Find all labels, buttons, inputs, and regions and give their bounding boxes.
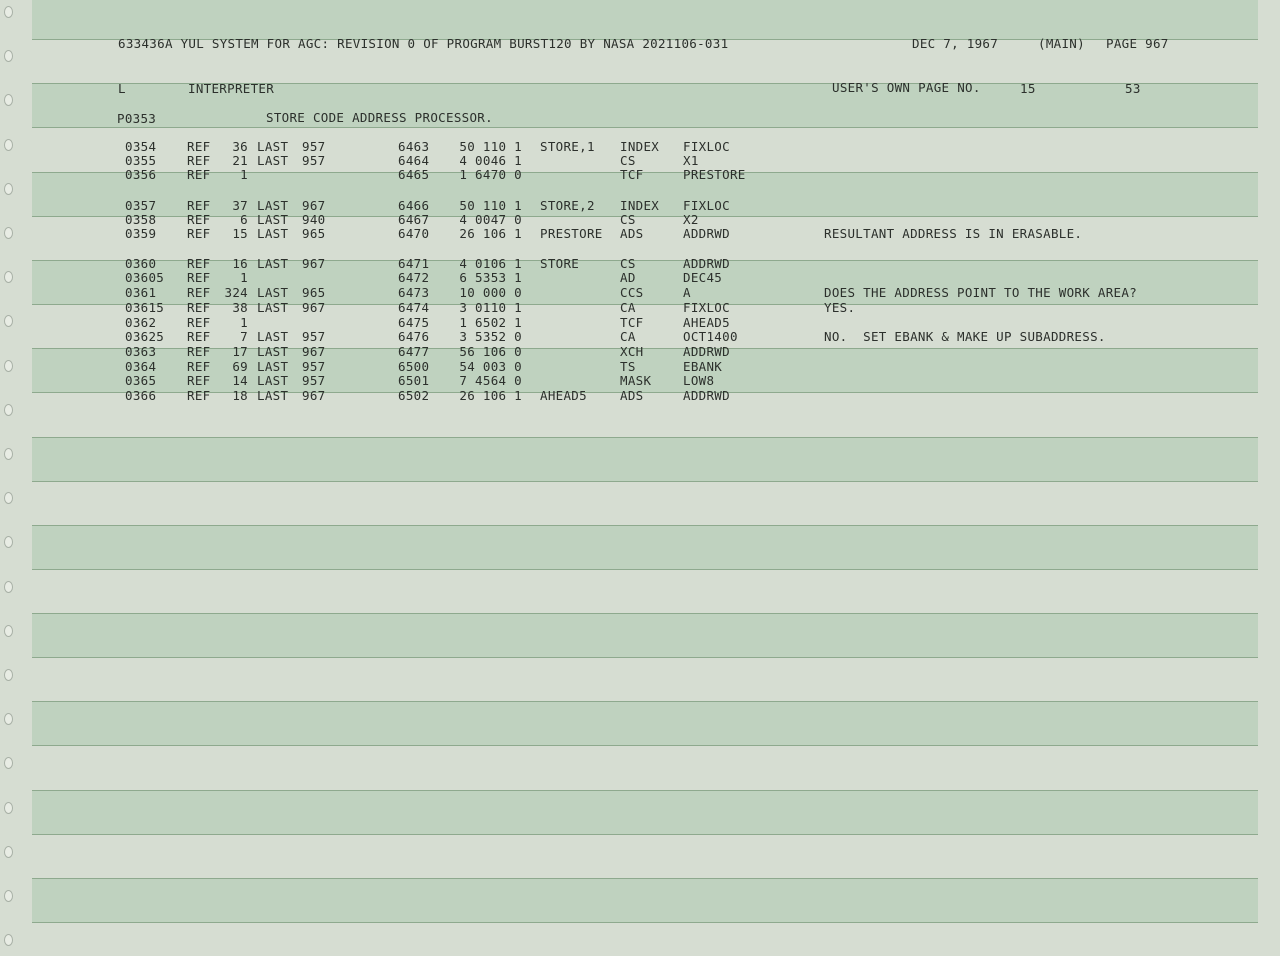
paper-rule	[32, 701, 1258, 702]
row-lastno: 957	[302, 373, 326, 388]
row-refno: 6	[240, 212, 248, 227]
row-operand: FIXLOC	[683, 198, 730, 213]
row-code: 54 003 0	[459, 359, 522, 374]
job-line: 633436A YUL SYSTEM FOR AGC: REVISION 0 OF PROGRAM BURST120 BY NASA 2021106-031	[118, 36, 729, 51]
section-name: INTERPRETER	[188, 81, 275, 96]
row-operand: DEC45	[683, 270, 723, 285]
row-lastno: 967	[302, 344, 326, 359]
paper-band	[32, 701, 1258, 745]
row-addr: 6464	[398, 153, 430, 168]
feed-hole	[4, 315, 13, 327]
row-operand: AHEAD5	[683, 315, 730, 330]
paper-rule	[32, 922, 1258, 923]
row-label: AHEAD5	[540, 388, 587, 403]
row-last: LAST	[257, 300, 289, 315]
row-code: 4 0106 1	[459, 256, 522, 271]
paper-rule	[32, 834, 1258, 835]
row-lastno: 965	[302, 285, 326, 300]
row-num: 03605	[125, 270, 165, 285]
row-op: INDEX	[620, 139, 660, 154]
paper-rule	[32, 569, 1258, 570]
row-ref: REF	[187, 256, 211, 271]
paper-band	[32, 878, 1258, 922]
row-num: 0365	[125, 373, 157, 388]
row-operand: EBANK	[683, 359, 723, 374]
paper-rule	[32, 657, 1258, 658]
row-lastno: 967	[302, 256, 326, 271]
paper-rule	[32, 172, 1258, 173]
feed-hole	[4, 581, 13, 593]
row-num: 0366	[125, 388, 157, 403]
feed-hole	[4, 183, 13, 195]
user-page-label: USER'S OWN PAGE NO.	[832, 80, 981, 95]
row-last: LAST	[257, 256, 289, 271]
row-refno: 14	[232, 373, 248, 388]
row-op: TS	[620, 359, 636, 374]
row-num: 0363	[125, 344, 157, 359]
row-code: 6 5353 1	[459, 270, 522, 285]
row-last: LAST	[257, 153, 289, 168]
row-label: STORE,2	[540, 198, 595, 213]
row-comment: DOES THE ADDRESS POINT TO THE WORK AREA?	[824, 285, 1138, 300]
feed-hole	[4, 669, 13, 681]
row-ref: REF	[187, 344, 211, 359]
paper-rule	[32, 127, 1258, 128]
row-code: 7 4564 0	[459, 373, 522, 388]
row-addr: 6470	[398, 226, 430, 241]
row-code: 10 000 0	[459, 285, 522, 300]
row-label: PRESTORE	[540, 226, 603, 241]
row-op: CS	[620, 256, 636, 271]
feed-hole	[4, 890, 13, 902]
row-addr: 6471	[398, 256, 430, 271]
row-comment: RESULTANT ADDRESS IS IN ERASABLE.	[824, 226, 1083, 241]
row-addr: 6473	[398, 285, 430, 300]
row-refno: 1	[240, 315, 248, 330]
feed-hole	[4, 271, 13, 283]
feed-hole	[4, 713, 13, 725]
row-addr: 6475	[398, 315, 430, 330]
row-addr: 6476	[398, 329, 430, 344]
row-num: 03615	[125, 300, 165, 315]
row-refno: 17	[232, 344, 248, 359]
row-lastno: 967	[302, 300, 326, 315]
feed-hole	[4, 802, 13, 814]
section-code: 53	[1125, 81, 1141, 96]
row-code: 3 5352 0	[459, 329, 522, 344]
row-code: 26 106 1	[459, 388, 522, 403]
row-lastno: 967	[302, 388, 326, 403]
print-date: DEC 7, 1967	[912, 36, 999, 51]
row-addr: 6500	[398, 359, 430, 374]
paper-rule	[32, 216, 1258, 217]
subheading-title: STORE CODE ADDRESS PROCESSOR.	[266, 110, 493, 125]
row-last: LAST	[257, 329, 289, 344]
user-page-number: 15	[1020, 81, 1036, 96]
row-operand: ADDRWD	[683, 344, 730, 359]
row-op: AD	[620, 270, 636, 285]
paper-rule	[32, 348, 1258, 349]
feed-hole	[4, 492, 13, 504]
row-addr: 6502	[398, 388, 430, 403]
row-ref: REF	[187, 373, 211, 388]
row-ref: REF	[187, 212, 211, 227]
paper-rule	[32, 260, 1258, 261]
row-addr: 6467	[398, 212, 430, 227]
row-operand: X1	[683, 153, 699, 168]
paper-rule	[32, 790, 1258, 791]
paper-rule	[32, 878, 1258, 879]
row-last: LAST	[257, 198, 289, 213]
row-operand: ADDRWD	[683, 226, 730, 241]
section-marker: L	[118, 81, 126, 96]
row-refno: 38	[232, 300, 248, 315]
feed-hole	[4, 934, 13, 946]
row-ref: REF	[187, 329, 211, 344]
row-last: LAST	[257, 373, 289, 388]
row-ref: REF	[187, 153, 211, 168]
paper-rule	[32, 437, 1258, 438]
row-op: CA	[620, 300, 636, 315]
row-code: 3 0110 1	[459, 300, 522, 315]
row-addr: 6477	[398, 344, 430, 359]
feed-hole	[4, 404, 13, 416]
row-refno: 37	[232, 198, 248, 213]
row-last: LAST	[257, 226, 289, 241]
row-op: CS	[620, 153, 636, 168]
row-num: 0359	[125, 226, 157, 241]
row-code: 50 110 1	[459, 139, 522, 154]
row-addr: 6474	[398, 300, 430, 315]
row-operand: X2	[683, 212, 699, 227]
paper-band	[32, 613, 1258, 657]
row-refno: 7	[240, 329, 248, 344]
paper-rule	[32, 613, 1258, 614]
feed-hole	[4, 50, 13, 62]
row-last: LAST	[257, 359, 289, 374]
row-refno: 18	[232, 388, 248, 403]
feed-hole	[4, 757, 13, 769]
row-num: 0357	[125, 198, 157, 213]
row-code: 1 6470 0	[459, 167, 522, 182]
row-operand: FIXLOC	[683, 300, 730, 315]
row-ref: REF	[187, 315, 211, 330]
paper-rule	[32, 525, 1258, 526]
row-lastno: 940	[302, 212, 326, 227]
paper-band	[32, 525, 1258, 569]
row-addr: 6501	[398, 373, 430, 388]
paper-band	[32, 0, 1258, 39]
row-ref: REF	[187, 226, 211, 241]
row-code: 4 0047 0	[459, 212, 522, 227]
row-operand: A	[683, 285, 691, 300]
row-num: 0355	[125, 153, 157, 168]
row-ref: REF	[187, 139, 211, 154]
paper-band	[32, 437, 1258, 481]
row-lastno: 957	[302, 139, 326, 154]
feed-hole	[4, 846, 13, 858]
row-addr: 6465	[398, 167, 430, 182]
row-last: LAST	[257, 139, 289, 154]
row-operand: ADDRWD	[683, 388, 730, 403]
row-operand: LOW8	[683, 373, 715, 388]
row-lastno: 957	[302, 359, 326, 374]
row-lastno: 965	[302, 226, 326, 241]
row-last: LAST	[257, 285, 289, 300]
row-ref: REF	[187, 270, 211, 285]
row-addr: 6472	[398, 270, 430, 285]
row-lastno: 967	[302, 198, 326, 213]
row-refno: 21	[232, 153, 248, 168]
row-op: MASK	[620, 373, 652, 388]
row-num: 0364	[125, 359, 157, 374]
row-label: STORE	[540, 256, 580, 271]
row-num: 0361	[125, 285, 157, 300]
row-num: 0362	[125, 315, 157, 330]
row-addr: 6463	[398, 139, 430, 154]
paper-rule	[32, 392, 1258, 393]
mode-label: (MAIN)	[1038, 36, 1085, 51]
row-lastno: 957	[302, 329, 326, 344]
row-op: TCF	[620, 167, 644, 182]
feed-hole	[4, 536, 13, 548]
row-op: CCS	[620, 285, 644, 300]
row-operand: ADDRWD	[683, 256, 730, 271]
row-op: XCH	[620, 344, 644, 359]
row-op: ADS	[620, 388, 644, 403]
row-ref: REF	[187, 300, 211, 315]
row-comment: YES.	[824, 300, 856, 315]
row-addr: 6466	[398, 198, 430, 213]
feed-hole	[4, 448, 13, 460]
paper-rule	[32, 481, 1258, 482]
row-code: 50 110 1	[459, 198, 522, 213]
paper-band	[32, 790, 1258, 834]
row-refno: 16	[232, 256, 248, 271]
row-num: 0354	[125, 139, 157, 154]
row-refno: 15	[232, 226, 248, 241]
row-num: 0356	[125, 167, 157, 182]
row-code: 4 0046 1	[459, 153, 522, 168]
feed-hole	[4, 625, 13, 637]
row-lastno: 957	[302, 153, 326, 168]
row-num: 03625	[125, 329, 165, 344]
row-operand: FIXLOC	[683, 139, 730, 154]
row-code: 1 6502 1	[459, 315, 522, 330]
feed-hole	[4, 6, 13, 18]
row-op: CA	[620, 329, 636, 344]
row-last: LAST	[257, 344, 289, 359]
row-refno: 36	[232, 139, 248, 154]
row-comment: NO. SET EBANK & MAKE UP SUBADDRESS.	[824, 329, 1106, 344]
row-code: 56 106 0	[459, 344, 522, 359]
row-ref: REF	[187, 167, 211, 182]
row-refno: 324	[224, 285, 248, 300]
row-ref: REF	[187, 388, 211, 403]
row-refno: 1	[240, 167, 248, 182]
row-operand: PRESTORE	[683, 167, 746, 182]
row-refno: 1	[240, 270, 248, 285]
subheading-number: P0353	[117, 111, 157, 126]
feed-hole	[4, 139, 13, 151]
row-ref: REF	[187, 198, 211, 213]
feed-hole	[4, 94, 13, 106]
page-number: PAGE 967	[1106, 36, 1169, 51]
paper-rule	[32, 304, 1258, 305]
row-op: ADS	[620, 226, 644, 241]
row-refno: 69	[232, 359, 248, 374]
row-num: 0358	[125, 212, 157, 227]
row-op: CS	[620, 212, 636, 227]
row-last: LAST	[257, 388, 289, 403]
row-num: 0360	[125, 256, 157, 271]
row-ref: REF	[187, 359, 211, 374]
row-code: 26 106 1	[459, 226, 522, 241]
row-last: LAST	[257, 212, 289, 227]
row-label: STORE,1	[540, 139, 595, 154]
row-op: TCF	[620, 315, 644, 330]
feed-hole	[4, 360, 13, 372]
paper-rule	[32, 745, 1258, 746]
row-operand: OCT1400	[683, 329, 738, 344]
row-ref: REF	[187, 285, 211, 300]
row-op: INDEX	[620, 198, 660, 213]
feed-hole	[4, 227, 13, 239]
